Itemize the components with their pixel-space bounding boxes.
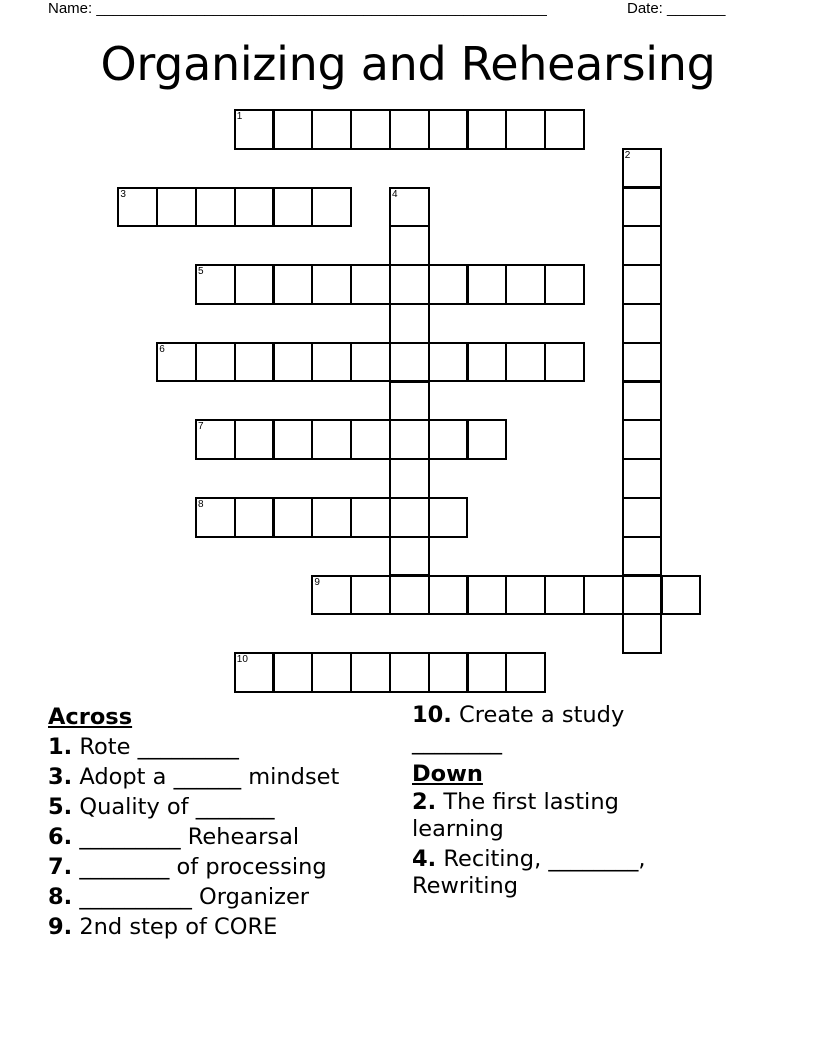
crossword-cell[interactable]	[389, 575, 430, 616]
crossword-cell[interactable]	[273, 419, 314, 460]
cell-number: 2	[624, 149, 631, 161]
crossword-cell[interactable]	[311, 419, 352, 460]
down-heading: Down	[412, 761, 483, 787]
clue-text: The first lasting learning	[412, 789, 619, 842]
crossword-cell[interactable]	[467, 264, 508, 305]
crossword-cell[interactable]	[622, 575, 663, 616]
clue-text: Adopt a ______ mindset	[79, 764, 340, 790]
crossword-cell[interactable]	[622, 148, 663, 189]
crossword-cell[interactable]	[234, 187, 275, 228]
crossword-cell[interactable]	[622, 497, 663, 538]
crossword-cell[interactable]	[311, 187, 352, 228]
cell-number: 5	[198, 266, 204, 278]
crossword-cell[interactable]	[273, 187, 314, 228]
crossword-cell[interactable]	[544, 109, 585, 150]
crossword-cell[interactable]	[273, 109, 314, 150]
cell-number: 3	[120, 188, 126, 200]
crossword-cell[interactable]	[234, 652, 275, 693]
clue-text: Reciting, ________, Rewriting	[412, 846, 646, 899]
crossword-cell[interactable]	[234, 497, 275, 538]
crossword-cell[interactable]	[467, 652, 508, 693]
crossword-cell[interactable]	[428, 342, 469, 383]
crossword-cell[interactable]	[389, 303, 430, 344]
clue-down-2	[412, 789, 662, 843]
clue-across-7	[48, 852, 428, 882]
crossword-cell[interactable]	[622, 381, 663, 422]
clue-text: 2nd step of CORE	[79, 914, 278, 940]
crossword-cell[interactable]	[622, 342, 663, 383]
crossword-cell[interactable]	[428, 264, 469, 305]
crossword-cell[interactable]	[622, 225, 663, 266]
crossword-cell[interactable]	[195, 497, 236, 538]
crossword-cell[interactable]	[505, 109, 546, 150]
crossword-cell[interactable]	[273, 264, 314, 305]
crossword-cell[interactable]	[544, 264, 585, 305]
clues-column-left	[48, 702, 428, 942]
crossword-cell[interactable]	[311, 264, 352, 305]
crossword-cell[interactable]	[389, 264, 430, 305]
crossword-cell[interactable]	[622, 187, 663, 228]
crossword-cell[interactable]	[583, 575, 624, 616]
crossword-cell[interactable]	[311, 575, 352, 616]
crossword-cell[interactable]	[661, 575, 702, 616]
name-field-label: Name: ______________________________________________________	[48, 0, 547, 17]
crossword-cell[interactable]	[544, 575, 585, 616]
crossword-cell[interactable]	[273, 342, 314, 383]
crossword-cell[interactable]	[544, 342, 585, 383]
cell-number: 4	[392, 188, 398, 200]
clue-across-3	[48, 762, 428, 792]
clue-number: 8.	[48, 884, 73, 910]
across-heading: Across	[48, 704, 133, 730]
crossword-cell[interactable]	[311, 652, 352, 693]
crossword-cell[interactable]	[389, 497, 430, 538]
crossword-cell[interactable]	[311, 109, 352, 150]
crossword-cell[interactable]	[156, 187, 197, 228]
crossword-cell[interactable]	[234, 342, 275, 383]
crossword-cell[interactable]	[467, 575, 508, 616]
crossword-cell[interactable]	[622, 303, 663, 344]
crossword-cell[interactable]	[156, 342, 197, 383]
crossword-cell[interactable]	[311, 497, 352, 538]
cell-number: 6	[159, 343, 165, 355]
crossword-cell[interactable]	[389, 109, 430, 150]
crossword-cell[interactable]	[505, 342, 546, 383]
clue-across-1	[48, 732, 428, 762]
crossword-cell[interactable]	[389, 458, 430, 499]
clue-text: ________ of processing	[79, 854, 327, 880]
crossword-cell[interactable]	[505, 264, 546, 305]
clue-number: 5.	[48, 794, 73, 820]
cell-number: 7	[198, 421, 204, 433]
clue-number: 10.	[412, 702, 452, 728]
crossword-cell[interactable]	[389, 187, 430, 228]
cell-number: 9	[314, 576, 320, 588]
clue-number: 6.	[48, 824, 73, 850]
crossword-cell[interactable]	[389, 342, 430, 383]
date-field-label: Date: _______	[627, 0, 726, 17]
clue-number: 4.	[412, 846, 437, 872]
crossword-cell[interactable]	[234, 109, 275, 150]
crossword-cell[interactable]	[428, 652, 469, 693]
crossword-cell[interactable]	[428, 109, 469, 150]
crossword-cell[interactable]	[389, 536, 430, 577]
clue-text: Quality of _______	[79, 794, 275, 820]
clue-across-10	[412, 702, 662, 756]
clue-number: 3.	[48, 764, 73, 790]
crossword-cell[interactable]	[195, 187, 236, 228]
crossword-cell[interactable]	[311, 342, 352, 383]
crossword-cell[interactable]	[195, 342, 236, 383]
cell-number: 1	[236, 111, 243, 122]
crossword-cell[interactable]	[234, 419, 275, 460]
crossword-cell[interactable]	[622, 536, 663, 577]
clue-text: _________ Rehearsal	[79, 824, 300, 850]
clue-number: 9.	[48, 914, 73, 940]
crossword-cell[interactable]	[195, 264, 236, 305]
clue-text: Rote _________	[79, 734, 239, 760]
crossword-cell[interactable]	[428, 575, 469, 616]
crossword-cell[interactable]	[389, 419, 430, 460]
crossword-cell[interactable]	[273, 652, 314, 693]
clue-across-5	[48, 792, 428, 822]
clue-down-4	[412, 846, 662, 900]
crossword-cell[interactable]	[467, 419, 508, 460]
crossword-cell[interactable]	[195, 419, 236, 460]
crossword-cell[interactable]	[350, 419, 391, 460]
clue-across-6	[48, 822, 428, 852]
clue-text: Create a study ________	[412, 702, 625, 755]
clues-column-right	[412, 702, 662, 903]
cell-number: 8	[198, 499, 204, 510]
crossword-cell[interactable]	[622, 613, 663, 654]
crossword-cell[interactable]	[350, 652, 391, 693]
clue-across-9	[48, 912, 428, 942]
crossword-cell[interactable]	[622, 264, 663, 305]
crossword-cell[interactable]	[428, 497, 469, 538]
crossword-cell[interactable]	[467, 342, 508, 383]
crossword-cell[interactable]	[350, 264, 391, 305]
crossword-cell[interactable]	[389, 225, 430, 266]
crossword-cell[interactable]	[350, 109, 391, 150]
crossword-cell[interactable]	[389, 381, 430, 422]
clue-number: 2.	[412, 789, 437, 815]
cell-number: 10	[236, 654, 248, 666]
crossword-cell[interactable]	[117, 187, 158, 228]
clue-across-8	[48, 882, 428, 912]
clue-text: __________ Organizer	[79, 884, 310, 910]
clue-number: 1.	[48, 734, 73, 760]
crossword-cell[interactable]	[350, 575, 391, 616]
crossword-cell[interactable]	[622, 458, 663, 499]
crossword-cell[interactable]	[467, 109, 508, 150]
crossword-cell[interactable]	[350, 342, 391, 383]
crossword-cell[interactable]	[350, 497, 391, 538]
crossword-cell[interactable]	[622, 419, 663, 460]
clue-number: 7.	[48, 854, 73, 880]
crossword-cell[interactable]	[234, 264, 275, 305]
crossword-cell[interactable]	[505, 652, 546, 693]
crossword-cell[interactable]	[389, 652, 430, 693]
crossword-cell[interactable]	[505, 575, 546, 616]
crossword-cell[interactable]	[428, 419, 469, 460]
crossword-cell[interactable]	[273, 497, 314, 538]
page-title: Organizing and Rehearsing	[100, 37, 716, 91]
